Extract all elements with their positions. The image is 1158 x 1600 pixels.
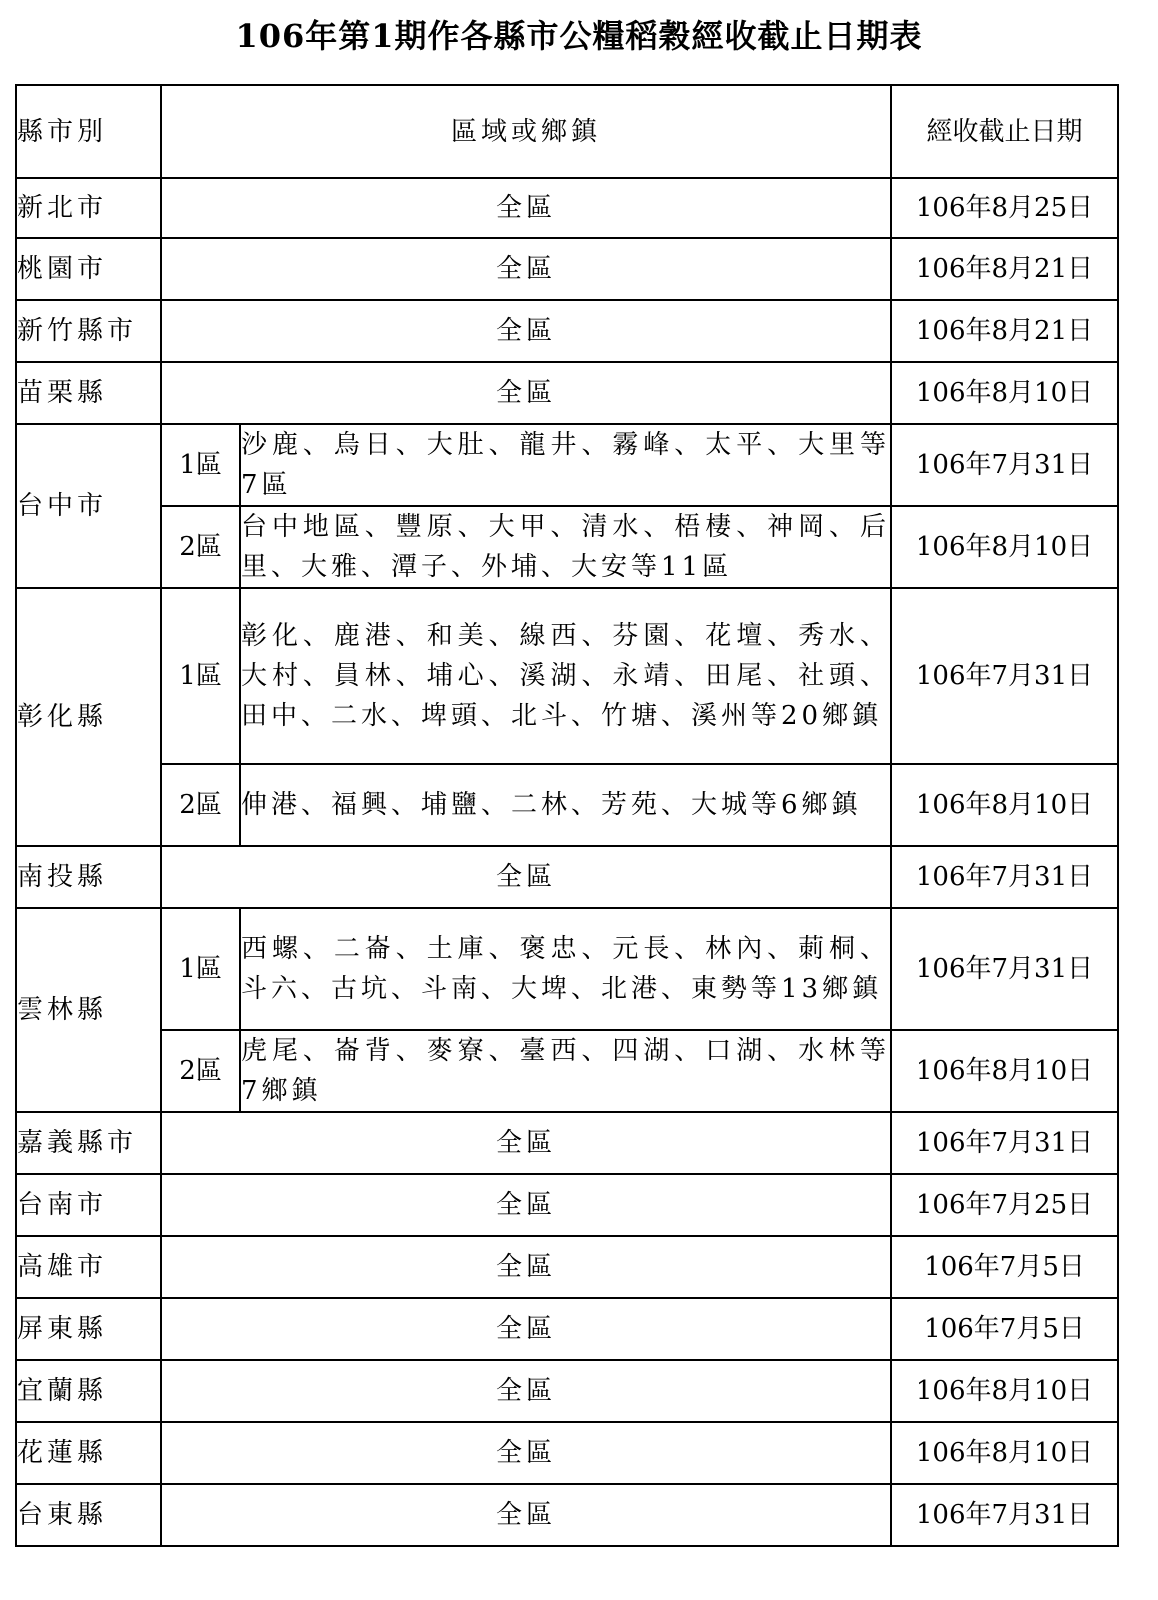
date-cell: 106年7月25日 — [891, 1174, 1118, 1236]
table-row — [16, 362, 1118, 424]
header-city: 縣市別 — [16, 85, 161, 178]
date-cell: 106年7月31日 — [891, 846, 1118, 908]
zone-cell: 1區 — [161, 588, 240, 764]
date-cell: 106年8月21日 — [891, 300, 1118, 362]
area-cell: 全區 — [161, 178, 891, 238]
date-cell: 106年7月31日 — [891, 588, 1118, 764]
area-cell: 全區 — [161, 1360, 891, 1422]
city-cell: 雲林縣 — [16, 908, 161, 1112]
zone-cell: 2區 — [161, 1030, 240, 1112]
area-cell: 全區 — [161, 362, 891, 424]
zone-cell: 1區 — [161, 424, 240, 506]
table-row — [16, 178, 1118, 238]
date-cell: 106年8月21日 — [891, 238, 1118, 300]
date-cell: 106年7月31日 — [891, 1112, 1118, 1174]
area-cell: 虎尾、崙背、麥寮、臺西、四湖、口湖、水林等7鄉鎮 — [240, 1030, 891, 1112]
table-row — [16, 1030, 1118, 1112]
date-cell: 106年8月25日 — [891, 178, 1118, 238]
date-cell: 106年7月31日 — [891, 1484, 1118, 1546]
city-cell: 台南市 — [16, 1174, 161, 1236]
area-cell: 全區 — [161, 1484, 891, 1546]
area-cell: 全區 — [161, 1174, 891, 1236]
page-title: 106年第1期作各縣市公糧稻穀經收截止日期表 — [235, 17, 923, 55]
date-cell: 106年8月10日 — [891, 506, 1118, 588]
city-cell: 台中市 — [16, 424, 161, 588]
date-cell: 106年8月10日 — [891, 1360, 1118, 1422]
area-cell: 全區 — [161, 1112, 891, 1174]
table-row — [16, 506, 1118, 588]
city-cell: 嘉義縣市 — [16, 1112, 161, 1174]
date-cell: 106年7月31日 — [891, 424, 1118, 506]
date-cell: 106年8月10日 — [891, 1030, 1118, 1112]
city-cell: 桃園市 — [16, 238, 161, 300]
area-cell: 全區 — [161, 1236, 891, 1298]
table-row — [16, 300, 1118, 362]
table-row — [16, 1422, 1118, 1484]
city-cell: 屏東縣 — [16, 1298, 161, 1360]
table-row — [16, 908, 1118, 1030]
city-cell: 苗栗縣 — [16, 362, 161, 424]
table-row — [16, 1236, 1118, 1298]
header-row — [16, 85, 1118, 178]
table-row — [16, 1298, 1118, 1360]
area-cell: 全區 — [161, 1298, 891, 1360]
date-cell: 106年7月5日 — [891, 1298, 1118, 1360]
header-date: 經收截止日期 — [891, 85, 1118, 178]
city-cell: 南投縣 — [16, 846, 161, 908]
city-cell: 台東縣 — [16, 1484, 161, 1546]
zone-cell: 1區 — [161, 908, 240, 1030]
area-cell: 沙鹿、烏日、大肚、龍井、霧峰、太平、大里等7區 — [240, 424, 891, 506]
city-cell: 新北市 — [16, 178, 161, 238]
table-row — [16, 238, 1118, 300]
area-cell: 全區 — [161, 1422, 891, 1484]
date-cell: 106年8月10日 — [891, 764, 1118, 846]
area-cell: 全區 — [161, 846, 891, 908]
area-cell: 彰化、鹿港、和美、線西、芬園、花壇、秀水、大村、員林、埔心、溪湖、永靖、田尾、社頭、田中、二水、埤頭、北斗、竹塘、溪州等20鄉鎮 — [240, 588, 891, 764]
date-cell: 106年7月5日 — [891, 1236, 1118, 1298]
date-cell: 106年8月10日 — [891, 1422, 1118, 1484]
date-cell: 106年8月10日 — [891, 362, 1118, 424]
date-cell: 106年7月31日 — [891, 908, 1118, 1030]
zone-cell: 2區 — [161, 506, 240, 588]
table-row — [16, 1174, 1118, 1236]
city-cell: 彰化縣 — [16, 588, 161, 846]
zone-cell: 2區 — [161, 764, 240, 846]
area-cell: 全區 — [161, 300, 891, 362]
table-row — [16, 1112, 1118, 1174]
city-cell: 花蓮縣 — [16, 1422, 161, 1484]
header-area: 區域或鄉鎮 — [161, 85, 891, 178]
schedule-table — [15, 84, 1119, 1547]
table-row — [16, 588, 1118, 764]
table-row — [16, 764, 1118, 846]
schedule-table-body — [16, 85, 1118, 1546]
city-cell: 新竹縣市 — [16, 300, 161, 362]
table-row — [16, 424, 1118, 506]
area-cell: 全區 — [161, 238, 891, 300]
area-cell: 伸港、福興、埔鹽、二林、芳苑、大城等6鄉鎮 — [240, 764, 891, 846]
area-cell: 台中地區、豐原、大甲、清水、梧棲、神岡、后里、大雅、潭子、外埔、大安等11區 — [240, 506, 891, 588]
area-cell: 西螺、二崙、土庫、褒忠、元長、林內、莿桐、斗六、古坑、斗南、大埤、北港、東勢等13鄉鎮 — [240, 908, 891, 1030]
table-row — [16, 846, 1118, 908]
city-cell: 宜蘭縣 — [16, 1360, 161, 1422]
table-row — [16, 1484, 1118, 1546]
city-cell: 高雄市 — [16, 1236, 161, 1298]
table-row — [16, 1360, 1118, 1422]
